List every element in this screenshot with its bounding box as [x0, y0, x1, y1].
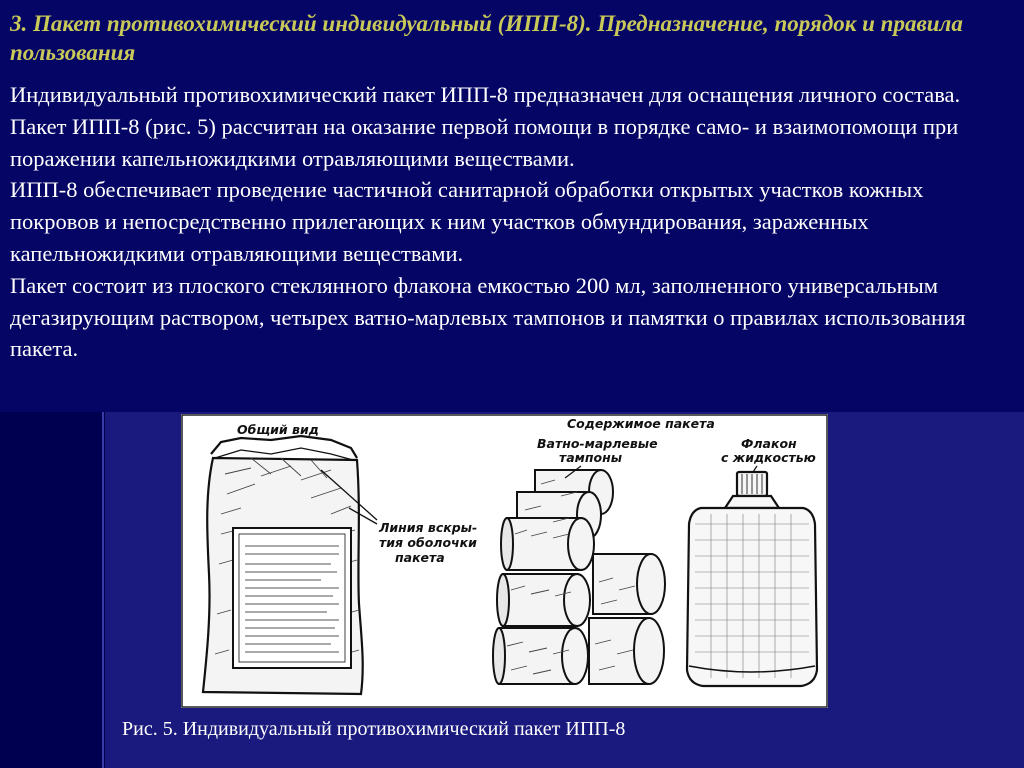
figure-illustration	[181, 414, 828, 708]
paragraph-purpose: Индивидуальный противохимический пакет ИПП-8 предназначен для оснащения личного состава.	[10, 82, 961, 107]
figure-caption: Рис. 5. Индивидуальный противохимический пакет ИПП-8	[122, 718, 626, 740]
label-general-view: Общий вид	[237, 422, 319, 437]
slide-body	[10, 79, 1015, 365]
paragraph-first-aid: Пакет ИПП-8 (рис. 5) рассчитан на оказание первой помощи в порядке само- и взаимопомощи при поражении капельножидкими отравляющими веществами.	[10, 113, 959, 171]
label-opening-line-3: пакета	[395, 550, 445, 565]
label-flask-2: с жидкостью	[721, 450, 816, 465]
figure-drawing	[181, 414, 828, 708]
label-opening-line-1: Линия вскры-	[379, 520, 478, 535]
label-tampons-2: тампоны	[559, 450, 623, 465]
label-flask-1: Флакон	[741, 436, 797, 451]
package-drawing	[203, 436, 377, 694]
label-contents: Содержимое пакета	[567, 416, 715, 431]
label-opening-line-2: тия оболочки	[379, 535, 477, 550]
slide-title: 3. Пакет противохимический индивидуальный (ИПП-8). Предназначение, порядок и правила пользования	[10, 11, 963, 65]
flask-drawing	[687, 466, 817, 686]
tampons-drawing	[493, 466, 665, 684]
label-tampons-1: Ватно-марлевые	[537, 436, 658, 451]
paragraph-sanitation: ИПП-8 обеспечивает проведение частичной санитарной обработки открытых участков кожных покровов и непосредственно прилегающих к ним участков обмундирования, зараженных капельножидкими отравляющими веществами.	[10, 177, 924, 266]
paragraph-contents: Пакет состоит из плоского стеклянного флакона емкостью 200 мл, заполненного универсальным дегазирующим раствором, четырех ватно-марлевых тампонов и памятки о правилах использования пакета.	[10, 272, 966, 362]
